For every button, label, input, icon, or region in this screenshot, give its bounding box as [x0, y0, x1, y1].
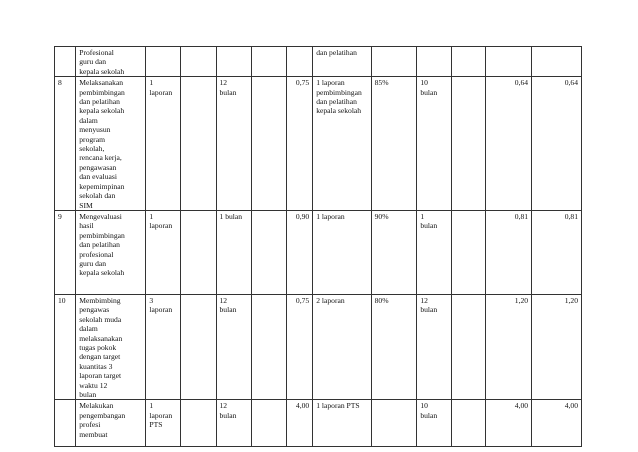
- table-cell: [486, 47, 532, 77]
- table-cell: 4,00: [532, 400, 582, 447]
- table-cell: 0,81: [532, 210, 582, 294]
- table-cell: 0,64: [486, 77, 532, 211]
- cell-line: dan pelatihan: [79, 97, 120, 107]
- table-cell: 9: [55, 210, 76, 294]
- table-cell: [55, 47, 76, 77]
- table-cell: [417, 294, 452, 399]
- table-cell: [452, 47, 486, 77]
- table-cell: [181, 210, 216, 294]
- table-cell: [216, 294, 251, 399]
- table-row: [55, 400, 582, 447]
- table-cell: [313, 294, 371, 399]
- cell-line: sekolah,: [79, 144, 105, 154]
- cell-line: 10: [420, 401, 428, 411]
- cell-line: bulan: [79, 389, 97, 399]
- cell-line: tugas pokok: [79, 342, 117, 352]
- cell-line: pembimbingan: [316, 87, 362, 97]
- cell-line: 12: [420, 295, 428, 305]
- cell-line: laporan: [149, 410, 173, 420]
- table-cell: 0,90: [286, 210, 313, 294]
- cell-line: Melakukan: [79, 401, 114, 411]
- table-cell: [76, 77, 146, 211]
- table-row: [55, 47, 582, 77]
- table-cell: 4,00: [486, 400, 532, 447]
- table-cell: [286, 47, 313, 77]
- table-cell: [452, 77, 486, 211]
- cell-line: laporan: [149, 87, 173, 97]
- table-cell: 0,81: [486, 210, 532, 294]
- table-cell: [251, 77, 286, 211]
- cell-line: bulan: [420, 410, 438, 420]
- cell-line: kepala sekolah: [316, 106, 362, 116]
- table-cell: 0,75: [286, 294, 313, 399]
- cell-line: rencana kerja,: [79, 153, 122, 163]
- table-cell: [181, 400, 216, 447]
- cell-line: laporan: [149, 305, 173, 315]
- cell-line: menyusun: [79, 125, 111, 135]
- table-cell: [76, 210, 146, 294]
- table-cell: [251, 400, 286, 447]
- cell-line: pengembangan: [79, 410, 126, 420]
- cell-line: dan evaluasi: [79, 172, 117, 182]
- table-cell: [417, 47, 452, 77]
- table-cell: [313, 210, 371, 294]
- cell-line: laporan target: [79, 371, 122, 381]
- table-cell: [181, 77, 216, 211]
- cell-line: program: [79, 134, 105, 144]
- cell-line: SIM: [79, 200, 93, 210]
- cell-line: dengan target: [79, 352, 121, 362]
- cell-line: 3: [149, 295, 154, 305]
- cell-line: kepala sekolah: [79, 66, 125, 76]
- cell-line: pembimbingan: [79, 230, 125, 240]
- table-cell: [181, 294, 216, 399]
- table-cell: [76, 400, 146, 447]
- table-cell: 10: [55, 294, 76, 399]
- cell-line: bulan: [219, 87, 237, 97]
- table-cell: [313, 400, 371, 447]
- cell-line: dalam: [79, 324, 98, 334]
- table-cell: [216, 77, 251, 211]
- table-cell: [55, 400, 76, 447]
- cell-line: 1: [149, 78, 154, 88]
- cell-line: bulan: [219, 305, 237, 315]
- cell-line: bulan: [420, 221, 438, 231]
- table-row: [55, 294, 582, 399]
- cell-line: kepala sekolah: [79, 106, 125, 116]
- table-cell: [371, 47, 417, 77]
- cell-line: pengawas: [79, 305, 110, 315]
- table-row: [55, 210, 582, 294]
- table-cell: 85%: [371, 77, 417, 211]
- cell-line: profesional: [79, 249, 114, 259]
- cell-line: sekolah dan: [79, 191, 116, 201]
- cell-line: guru dan: [79, 57, 107, 67]
- cell-line: sekolah muda: [79, 314, 122, 324]
- cell-line: bulan: [420, 87, 438, 97]
- cell-line: membuat: [79, 429, 108, 439]
- cell-line: PTS: [149, 420, 163, 430]
- table-cell: [452, 400, 486, 447]
- table-cell: [146, 77, 181, 211]
- cell-line: bulan: [219, 410, 237, 420]
- table-cell: [76, 47, 146, 77]
- cell-line: pembimbingan: [79, 87, 125, 97]
- cell-line: dan pelatihan: [79, 240, 120, 250]
- cell-line: 1 laporan: [316, 78, 345, 88]
- cell-line: hasil: [79, 221, 94, 231]
- table-cell: [251, 47, 286, 77]
- table-cell: [452, 294, 486, 399]
- cell-line: Profesional: [79, 48, 114, 57]
- table-cell: [417, 400, 452, 447]
- table-cell: 1,20: [532, 294, 582, 399]
- table-cell: [216, 210, 251, 294]
- cell-line: melaksanakan: [79, 333, 123, 343]
- table-cell: [417, 77, 452, 211]
- table-body: [55, 47, 582, 447]
- table-cell: 8: [55, 77, 76, 211]
- table-cell: [371, 400, 417, 447]
- table-cell: [181, 47, 216, 77]
- cell-line: kuantitas 3: [79, 361, 113, 371]
- cell-line: laporan: [149, 221, 173, 231]
- cell-line: 1 bulan: [219, 211, 243, 221]
- table-cell: [313, 47, 371, 77]
- table-row: [55, 77, 582, 211]
- cell-line: kepemimpinan: [79, 181, 125, 191]
- cell-line: 12: [219, 78, 228, 88]
- cell-line: dan pelatihan: [316, 97, 357, 107]
- cell-line: pengawasan: [79, 162, 117, 172]
- table-cell: [216, 47, 251, 77]
- table-cell: [146, 400, 181, 447]
- table-cell: [146, 47, 181, 77]
- cell-line: 1 laporan: [316, 211, 345, 221]
- cell-line: Membimbing: [79, 295, 121, 305]
- cell-line: 12: [219, 295, 228, 305]
- table-cell: 4,00: [286, 400, 313, 447]
- cell-line: profesi: [79, 420, 101, 430]
- table-cell: [76, 294, 146, 399]
- cell-line: dalam: [79, 115, 98, 125]
- cell-line: 1: [149, 211, 154, 221]
- cell-line: waktu 12: [79, 380, 108, 390]
- table-cell: 0,75: [286, 77, 313, 211]
- table-cell: [146, 210, 181, 294]
- table-cell: [251, 294, 286, 399]
- cell-line: 2 laporan: [316, 295, 345, 305]
- table-cell: 90%: [371, 210, 417, 294]
- cell-line: 1: [420, 211, 425, 221]
- cell-line: kepala sekolah: [79, 268, 125, 278]
- cell-line: 1 laporan PTS: [316, 401, 360, 411]
- table-cell: [313, 77, 371, 211]
- table-cell: [251, 210, 286, 294]
- cell-line: 10: [420, 78, 428, 88]
- cell-line: 12: [219, 401, 228, 411]
- cell-line: guru dan: [79, 258, 107, 268]
- table-cell: [146, 294, 181, 399]
- table-cell: 1,20: [486, 294, 532, 399]
- table-cell: [452, 210, 486, 294]
- table-cell: 80%: [371, 294, 417, 399]
- table-cell: 0,64: [532, 77, 582, 211]
- cell-line: Melaksanakan: [79, 78, 124, 88]
- table-cell: [532, 47, 582, 77]
- cell-line: 1: [149, 401, 154, 411]
- table-cell: [216, 400, 251, 447]
- evaluation-table: [54, 46, 582, 447]
- cell-line: Mengevaluasi: [79, 211, 122, 221]
- cell-line: bulan: [420, 305, 438, 315]
- cell-line: dan pelatihan: [316, 48, 357, 57]
- table-cell: [417, 210, 452, 294]
